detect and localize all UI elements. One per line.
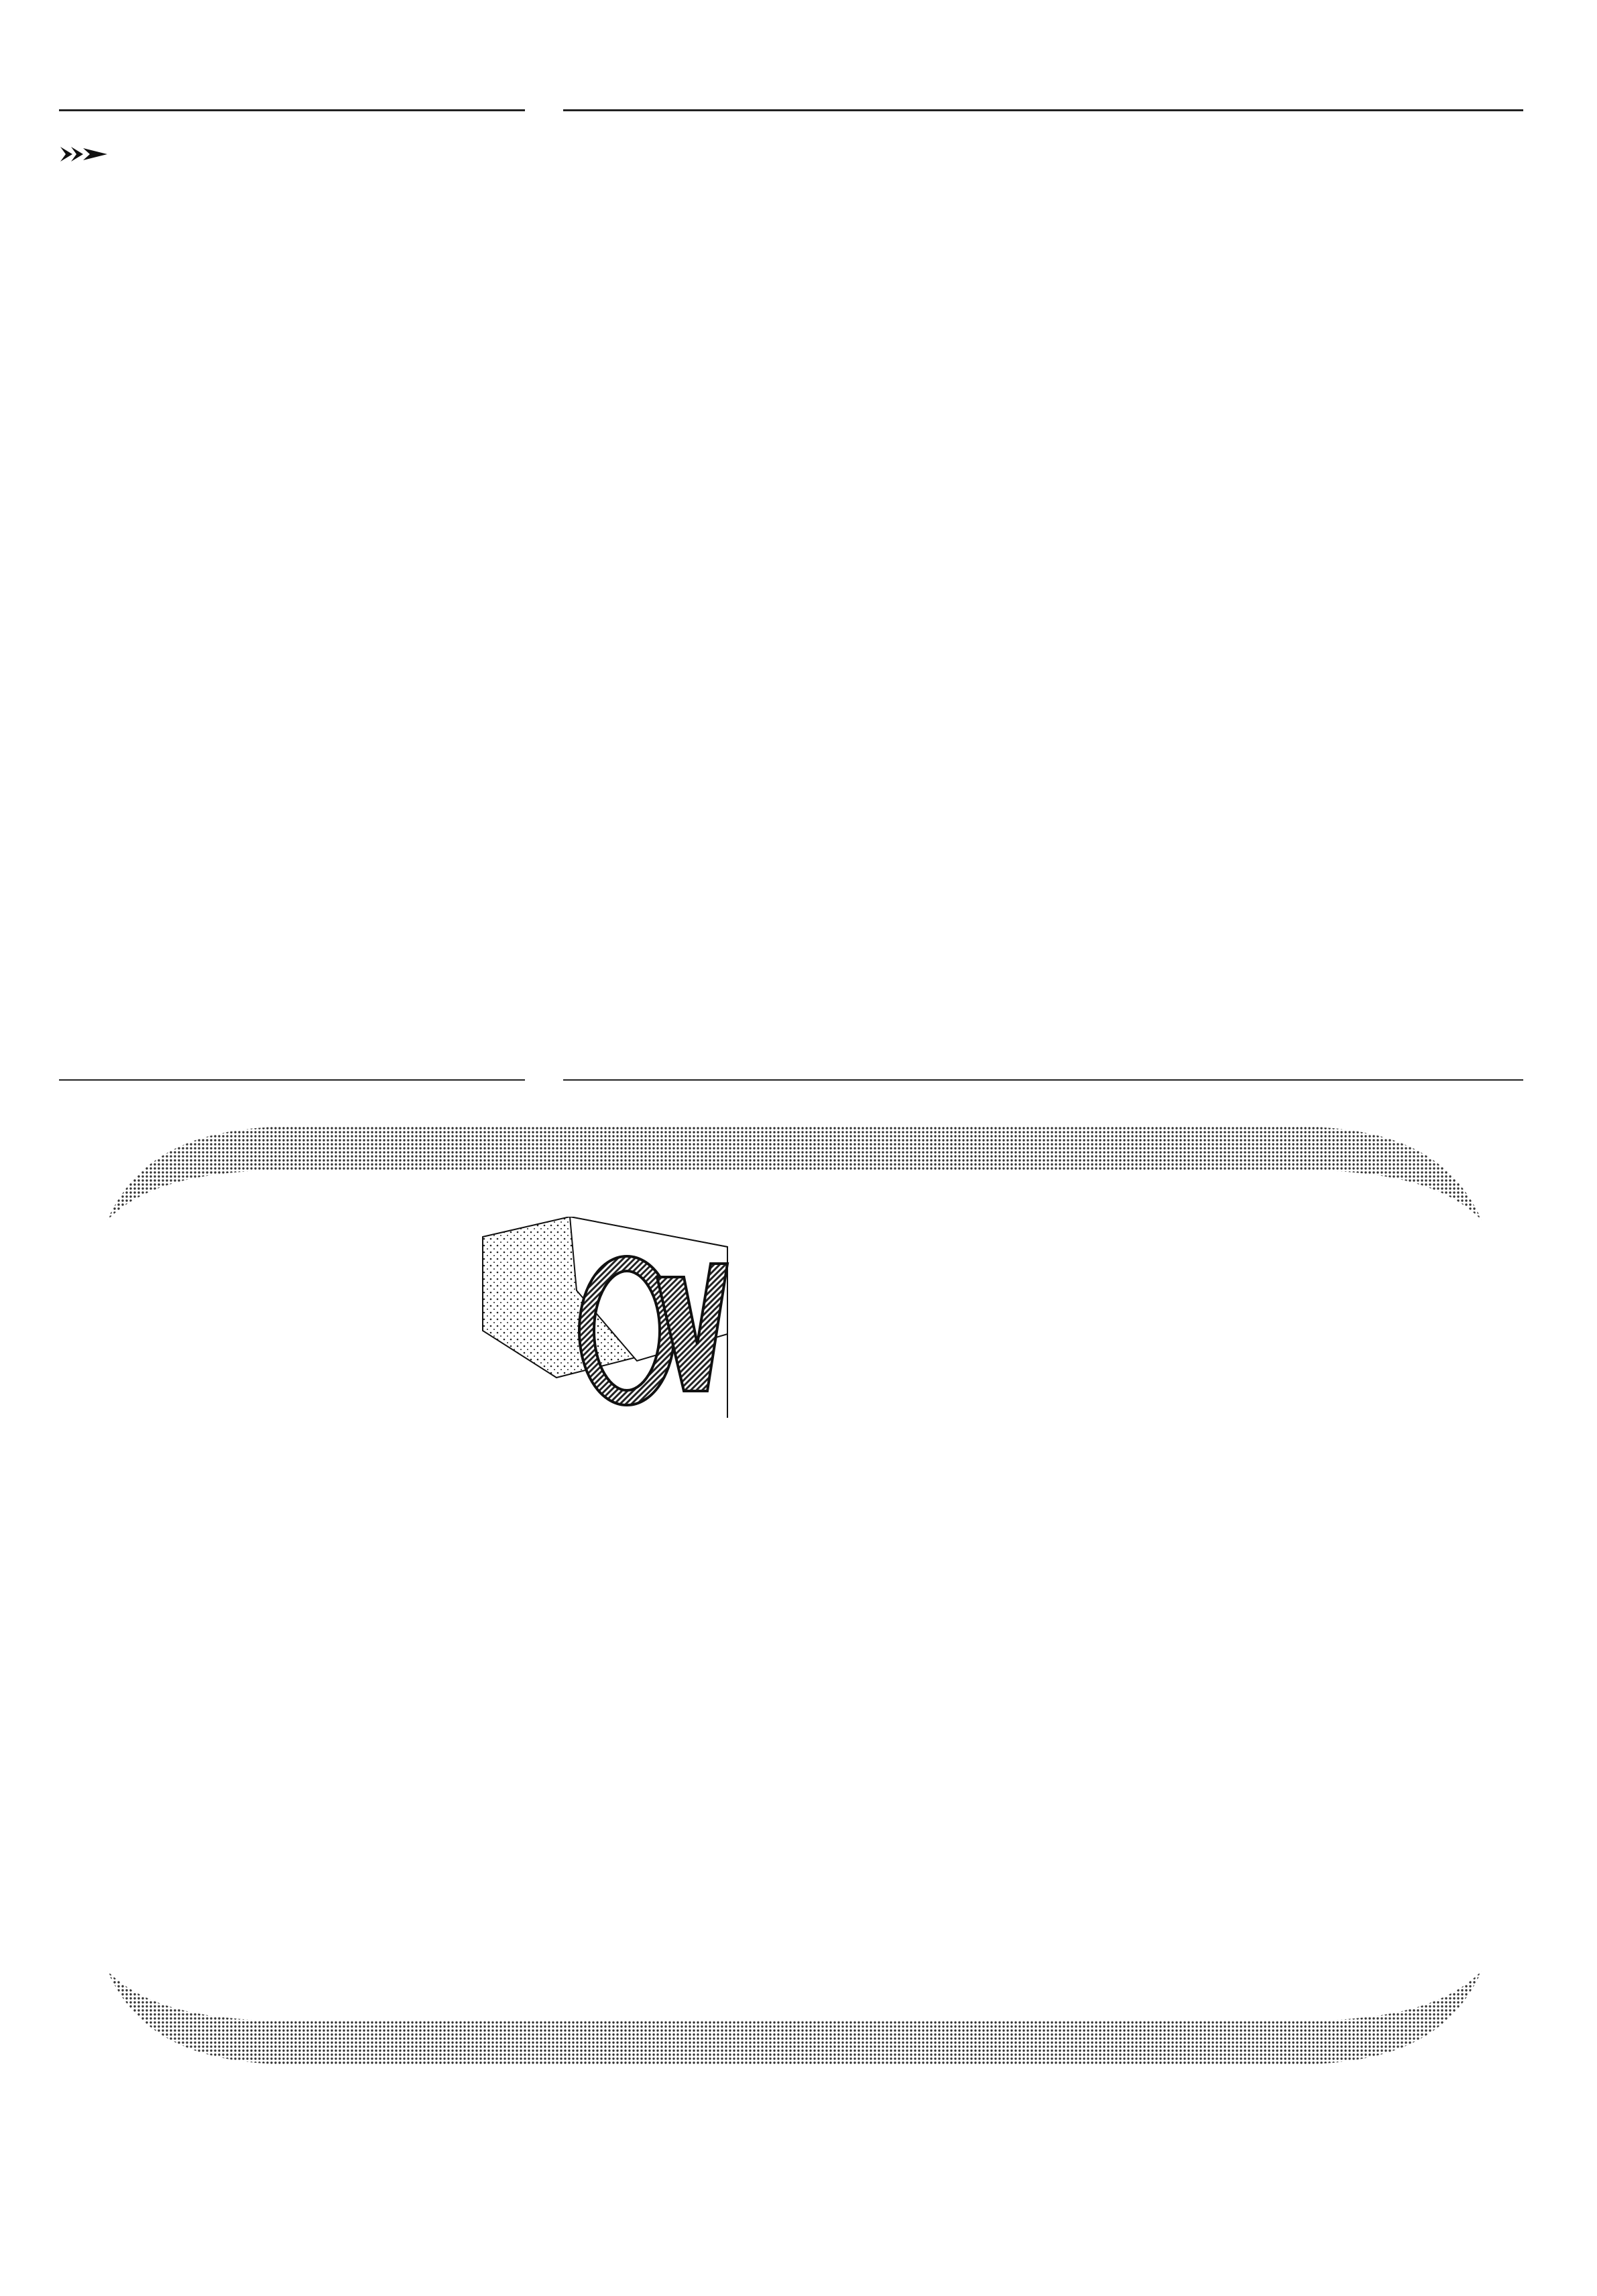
- flour-delivery-table: [0, 0, 1597, 1006]
- table-bottom-rule: [563, 1079, 1523, 1081]
- left-column-bottom-rule: [59, 1079, 525, 1081]
- ad-bottom-band: [101, 1964, 1488, 2085]
- ov-logo: [476, 1217, 731, 1418]
- ad-top-band: [101, 1106, 1488, 1227]
